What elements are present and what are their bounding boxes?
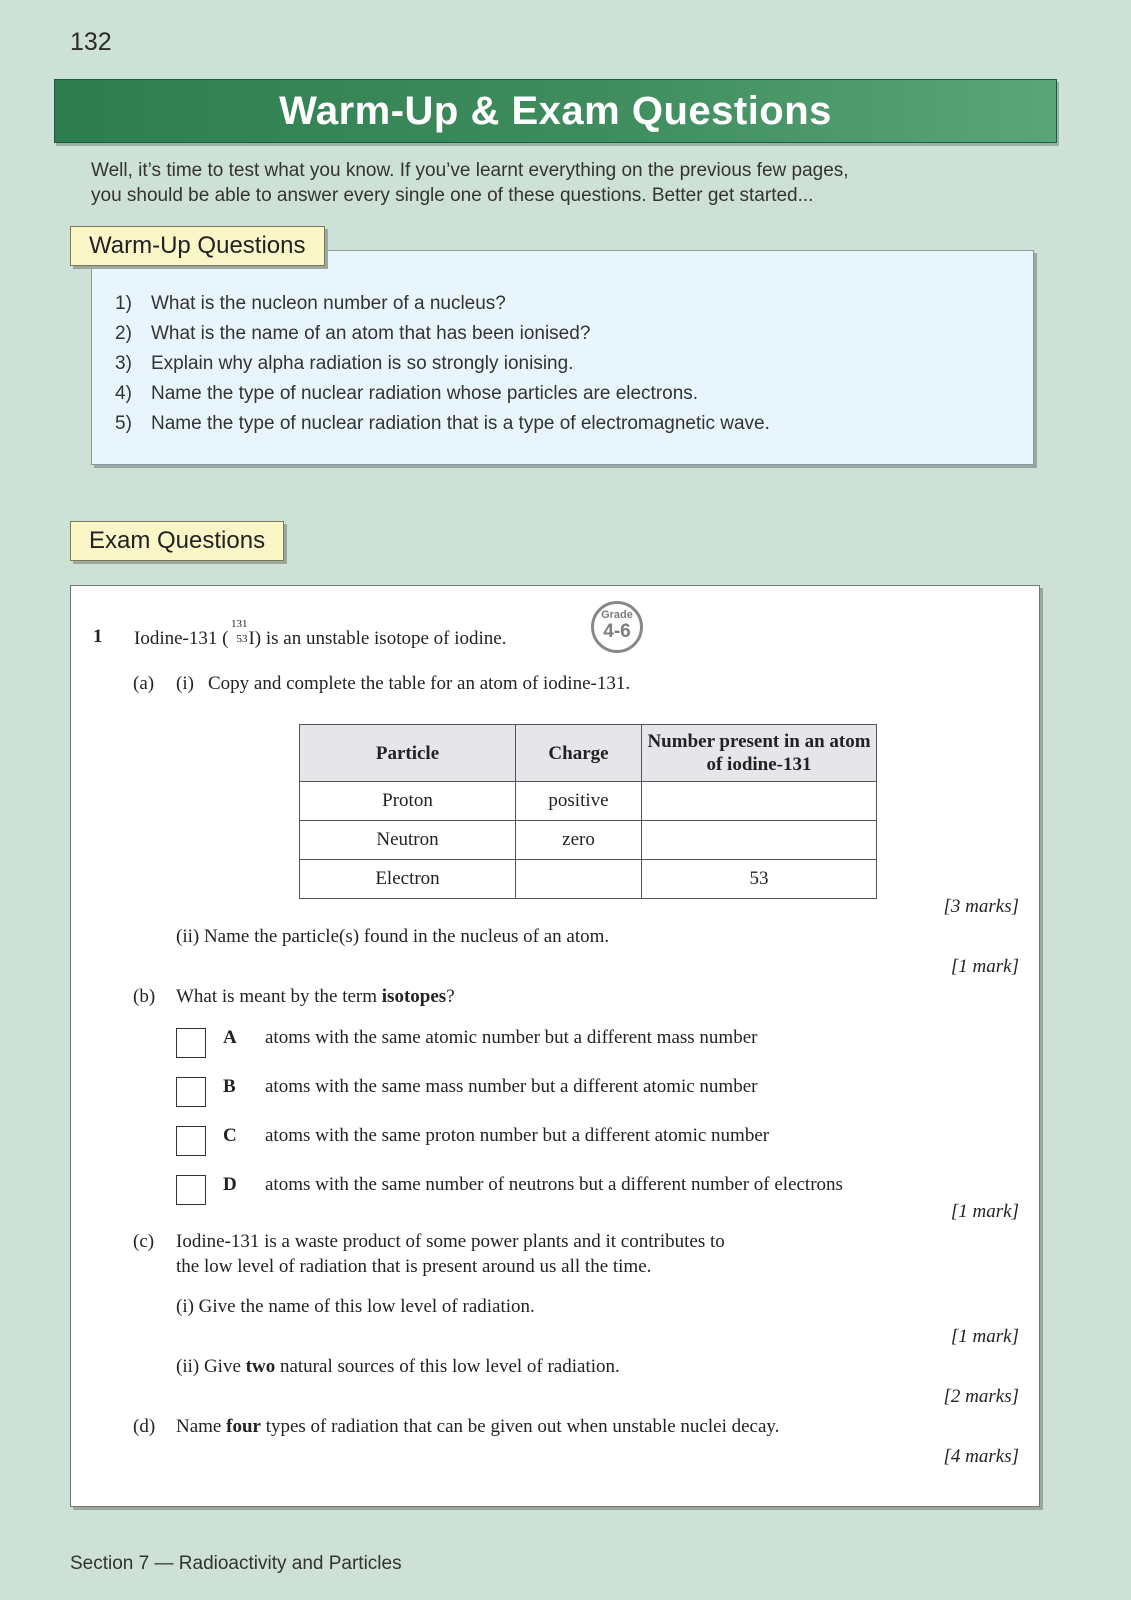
text-span: types of radiation that can be given out when unstable nuclei decay. bbox=[260, 1416, 780, 1437]
table-cell bbox=[642, 821, 877, 860]
grade-value: 4-6 bbox=[603, 621, 631, 642]
particle-table bbox=[299, 724, 877, 899]
column-header: Charge bbox=[516, 725, 642, 782]
table-cell bbox=[642, 782, 877, 821]
option-d-checkbox[interactable] bbox=[176, 1175, 206, 1205]
text-span: (ii) Give bbox=[176, 1356, 246, 1377]
item-number: 4) bbox=[115, 383, 132, 404]
marks-label: [4 marks] bbox=[943, 1446, 1019, 1467]
option-b-checkbox[interactable] bbox=[176, 1077, 206, 1107]
table-cell: 53 bbox=[642, 860, 877, 899]
item-text: What is the nucleon number of a nucleus? bbox=[151, 293, 506, 314]
list-item bbox=[115, 289, 770, 319]
table-row bbox=[300, 782, 877, 821]
part-text bbox=[176, 986, 455, 1008]
part-label: (b) bbox=[133, 986, 156, 1007]
option-text: atoms with the same mass number but a different atomic number bbox=[265, 1076, 758, 1097]
column-header: Particle bbox=[300, 725, 516, 782]
isotope-notation bbox=[228, 618, 248, 645]
item-number: 3) bbox=[115, 353, 132, 374]
part-label: (c) bbox=[133, 1231, 155, 1252]
list-item bbox=[115, 349, 770, 379]
intro-line: you should be able to answer every single one of these questions. Better get started... bbox=[91, 185, 814, 206]
mass-number: 131 bbox=[230, 618, 248, 630]
part-label: (d) bbox=[133, 1416, 156, 1437]
bold-term: isotopes bbox=[381, 986, 447, 1007]
table-row bbox=[300, 821, 877, 860]
page-title: Warm-Up & Exam Questions bbox=[279, 88, 832, 133]
page-number: 132 bbox=[70, 28, 112, 56]
marks-label: [1 mark] bbox=[950, 956, 1019, 977]
marks-label: [1 mark] bbox=[950, 1201, 1019, 1222]
part-text: Copy and complete the table for an atom of iodine-131. bbox=[208, 673, 631, 694]
warmup-heading: Warm-Up Questions bbox=[70, 226, 325, 266]
option-text: atoms with the same proton number but a different atomic number bbox=[265, 1125, 770, 1146]
table-header-row bbox=[300, 725, 877, 782]
list-item bbox=[115, 409, 770, 439]
bold-term: two bbox=[245, 1356, 276, 1377]
table-cell bbox=[516, 860, 642, 899]
item-text: Explain why alpha radiation is so strongly ionising. bbox=[151, 353, 574, 374]
grade-badge-icon bbox=[591, 601, 643, 653]
table-cell: Electron bbox=[300, 860, 516, 899]
text-span: ? bbox=[446, 986, 455, 1007]
question-number: 1 bbox=[93, 626, 103, 647]
part-text bbox=[176, 1356, 620, 1378]
title-banner bbox=[54, 79, 1057, 143]
grade-label: Grade bbox=[601, 609, 633, 621]
part-text: the low level of radiation that is present around us all the time. bbox=[176, 1256, 652, 1277]
table-cell: zero bbox=[516, 821, 642, 860]
option-text: atoms with the same atomic number but a different mass number bbox=[265, 1027, 758, 1048]
stem-text: Iodine-131 ( bbox=[134, 628, 229, 649]
table-cell: Neutron bbox=[300, 821, 516, 860]
atomic-number: 53 bbox=[236, 633, 248, 645]
part-text bbox=[176, 1416, 779, 1438]
question-stem bbox=[134, 618, 507, 650]
part-text: (i) Give the name of this low level of radiation. bbox=[176, 1296, 535, 1317]
marks-label: [3 marks] bbox=[943, 896, 1019, 917]
item-number: 2) bbox=[115, 323, 132, 344]
list-item bbox=[115, 379, 770, 409]
option-text: atoms with the same number of neutrons but a different number of electrons bbox=[265, 1174, 843, 1195]
warmup-box bbox=[91, 250, 1034, 465]
option-letter: C bbox=[223, 1125, 237, 1146]
part-label: (a) bbox=[133, 673, 155, 694]
item-number: 5) bbox=[115, 413, 132, 434]
stem-text: ) is an unstable isotope of iodine. bbox=[254, 628, 507, 649]
warmup-list bbox=[115, 289, 770, 439]
text-span: natural sources of this low level of radiation. bbox=[275, 1356, 620, 1377]
table-row bbox=[300, 860, 877, 899]
option-a-checkbox[interactable] bbox=[176, 1028, 206, 1058]
exam-heading: Exam Questions bbox=[70, 521, 284, 561]
text-span: Name bbox=[176, 1416, 227, 1437]
table-cell: positive bbox=[516, 782, 642, 821]
marks-label: [2 marks] bbox=[943, 1386, 1019, 1407]
option-letter: B bbox=[223, 1076, 236, 1097]
table-cell: Proton bbox=[300, 782, 516, 821]
item-number: 1) bbox=[115, 293, 132, 314]
part-text: Iodine-131 is a waste product of some power plants and it contributes to bbox=[176, 1231, 725, 1252]
footer-section-label: Section 7 — Radioactivity and Particles bbox=[70, 1553, 402, 1574]
intro-line: Well, it’s time to test what you know. If you’ve learnt everything on the previous few pages, bbox=[91, 160, 849, 181]
part-label: (i) bbox=[176, 673, 194, 694]
exam-box bbox=[70, 585, 1040, 1507]
part-text: (ii) Name the particle(s) found in the nucleus of an atom. bbox=[176, 926, 610, 947]
item-text: What is the name of an atom that has been ionised? bbox=[151, 323, 591, 344]
text-span: What is meant by the term bbox=[176, 986, 382, 1007]
column-header: Number present in an atom of iodine-131 bbox=[642, 725, 877, 782]
option-c-checkbox[interactable] bbox=[176, 1126, 206, 1156]
element-symbol: I bbox=[248, 628, 255, 649]
item-text: Name the type of nuclear radiation whose particles are electrons. bbox=[151, 383, 699, 404]
bold-term: four bbox=[226, 1416, 261, 1437]
intro-text bbox=[91, 158, 849, 208]
list-item bbox=[115, 319, 770, 349]
option-letter: A bbox=[223, 1027, 237, 1048]
marks-label: [1 mark] bbox=[950, 1326, 1019, 1347]
item-text: Name the type of nuclear radiation that is a type of electromagnetic wave. bbox=[151, 413, 770, 434]
option-letter: D bbox=[223, 1174, 237, 1195]
